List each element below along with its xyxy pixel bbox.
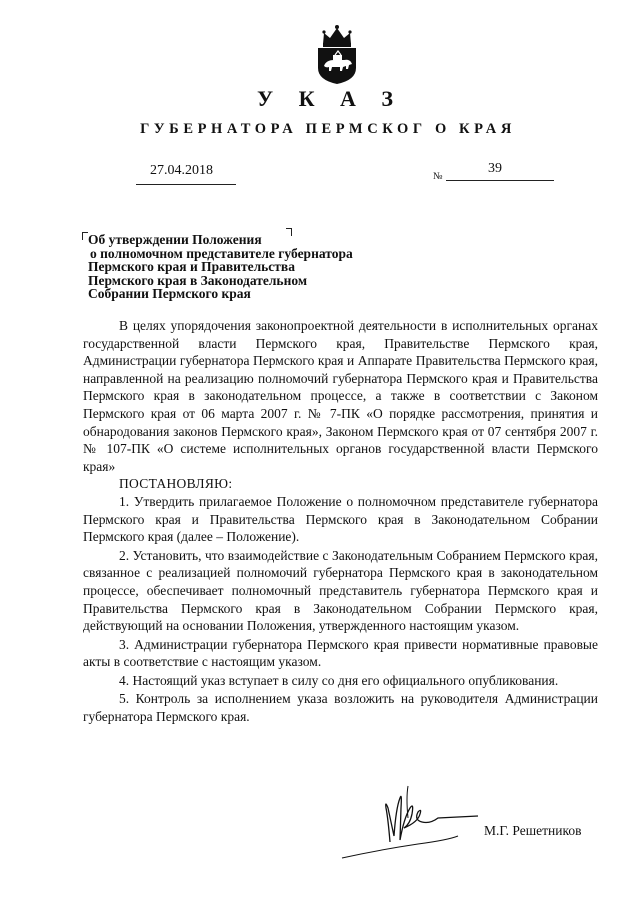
subject-line: Пермского края и Правительства <box>88 259 295 275</box>
decree-item: 1. Утвердить прилагаемое Положение о полномочном представителе губернатора Пермского края и Правительства Пермского края в Законодательном Собрании Пермского края (далее – Положение). <box>83 493 598 545</box>
handwritten-signature <box>338 778 488 860</box>
date-underline <box>136 184 236 185</box>
decree-item: 3. Администрации губернатора Пермского края привести нормативные правовые акты в соответствие с настоящим указом. <box>83 636 598 670</box>
preamble-paragraph: В целях упорядочения законопроектной деятельности в исполнительных органах государственной власти Пермского края, Правительстве Пермского края, Администрации губернатора Пермского края и Аппарате Правительства Пермского края, направленной на реализацию полномочий губернатора Пермского края и Правительства Пермского края в законодательном процессе, а также в соответствии с Законом Пермского края от 06 марта 2007 г. № 7-ПК «О порядке рассмотрения, принятия и обнародования законов Пермского края», Законом Пермского края от 07 сентября 2007 г. № 107-ПК «О системе исполнительных органов государственной власти Пермского края» <box>83 318 598 474</box>
signer-name: М.Г. Решетников <box>484 823 582 838</box>
issuer-title: ГУБЕРНАТОРА ПЕРМСКОГ О КРАЯ <box>140 121 516 137</box>
decree-date: 27.04.2018 <box>150 163 213 178</box>
decree-word: ПОСТАНОВЛЯЮ: <box>119 476 233 492</box>
subject-line: о полномочном представителе губернатора <box>90 245 353 261</box>
subject-line: Пермского края в Законодательном <box>88 272 308 288</box>
decree-subject <box>88 233 408 301</box>
decree-body <box>83 317 598 726</box>
decree-item: 2. Установить, что взаимодействие с Законодательным Собранием Пермского края, связанное с реализацией полномочий губернатора Пермского края в законодательном процессе, обеспечивает полномочный представитель губернатора Пермского края и Правительства Пермского края в Законодательном Собрании Пермского края, действующий на основании Положения, утвержденного настоящим указом. <box>83 547 598 634</box>
coat-of-arms-icon <box>314 22 360 86</box>
subject-line: Об утверждении Положения <box>88 232 262 247</box>
number-sign: № <box>433 171 443 182</box>
subject-line: Собрании Пермского края <box>88 286 251 302</box>
document-title: У К А З <box>256 86 404 111</box>
decree-number: 39 <box>488 161 502 176</box>
decree-item: 5. Контроль за исполнением указа возложить на руководителя Администрации губернатора Пермского края. <box>83 691 598 725</box>
decree-item: 4. Настоящий указ вступает в силу со дня его официального опубликования. <box>119 672 559 688</box>
number-underline <box>446 180 554 181</box>
